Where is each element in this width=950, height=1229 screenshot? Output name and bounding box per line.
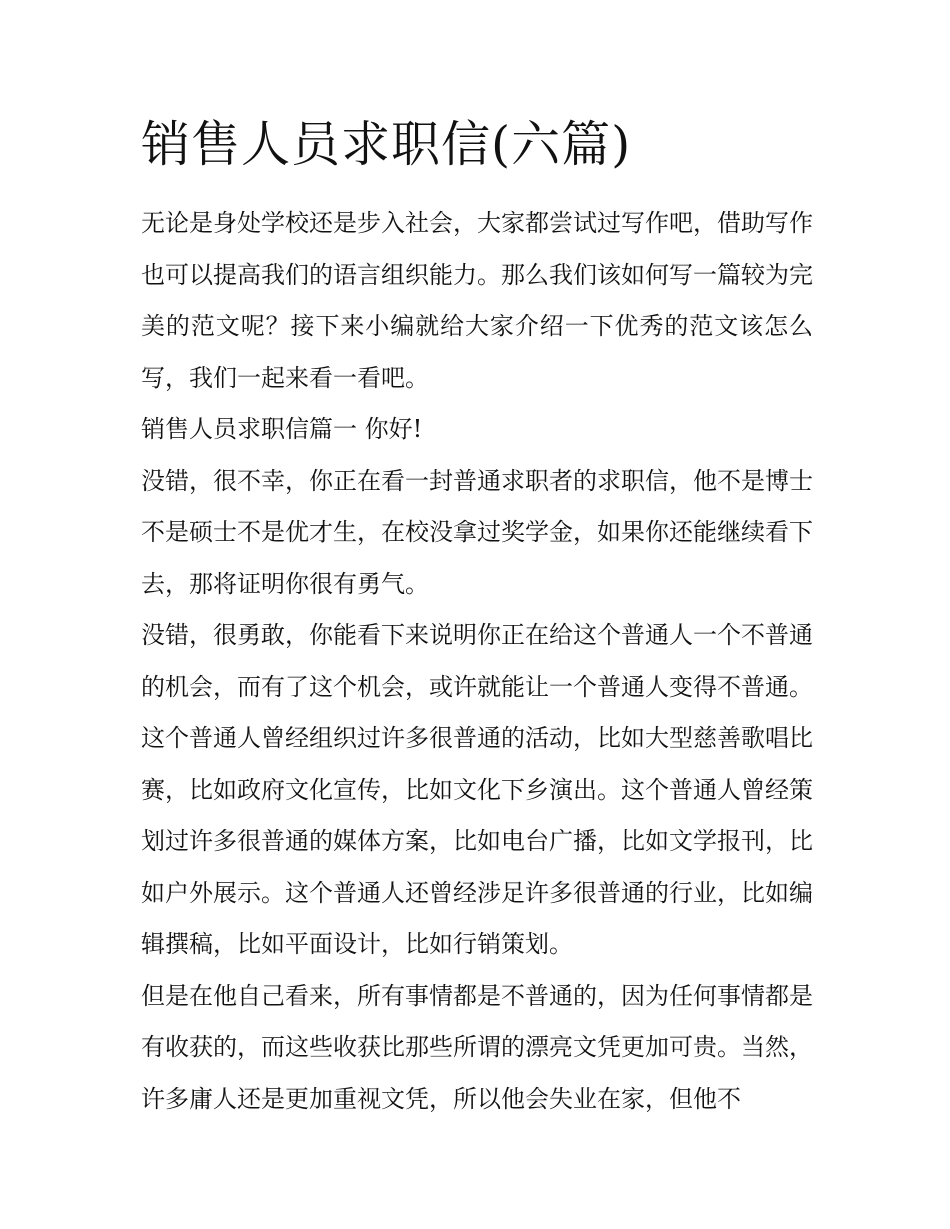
body-paragraph: 没错，很不幸，你正在看一封普通求职者的求职信，他不是博士不是硕士不是优才生，在校没拿过奖学金，如果你还能继续看下去，那将证明你很有勇气。 [141, 466, 813, 598]
document-page [141, 112, 813, 1125]
section-heading-paragraph: 销售人员求职信篇一 你好! [141, 415, 423, 443]
document-title: 销售人员求职信(六篇) [141, 116, 632, 173]
intro-paragraph: 无论是身处学校还是步入社会，大家都尝试过写作吧，借助写作也可以提高我们的语言组织能力。那么我们该如何写一篇较为完美的范文呢？接下来小编就给大家介绍一下优秀的范文该怎么写，我们一起来看一看吧。 [141, 209, 813, 392]
body-paragraph: 但是在他自己看来，所有事情都是不普通的，因为任何事情都是有收获的，而这些收获比那些所谓的漂亮文凭更加可贵。当然，许多庸人还是更加重视文凭，所以他会失业在家，但他不 [141, 981, 813, 1113]
body-paragraph: 没错，很勇敢，你能看下来说明你正在给这个普通人一个不普通的机会，而有了这个机会，或许就能让一个普通人变得不普通。这个普通人曾经组织过许多很普通的活动，比如大型慈善歌唱比赛，比如政府文化宣传，比如文化下乡演出。这个普通人曾经策划过许多很普通的媒体方案，比如电台广播，比如文学报刊，比如户外展示。这个普通人还曾经涉足许多很普通的行业，比如编辑撰稿，比如平面设计，比如行销策划。 [141, 621, 813, 958]
